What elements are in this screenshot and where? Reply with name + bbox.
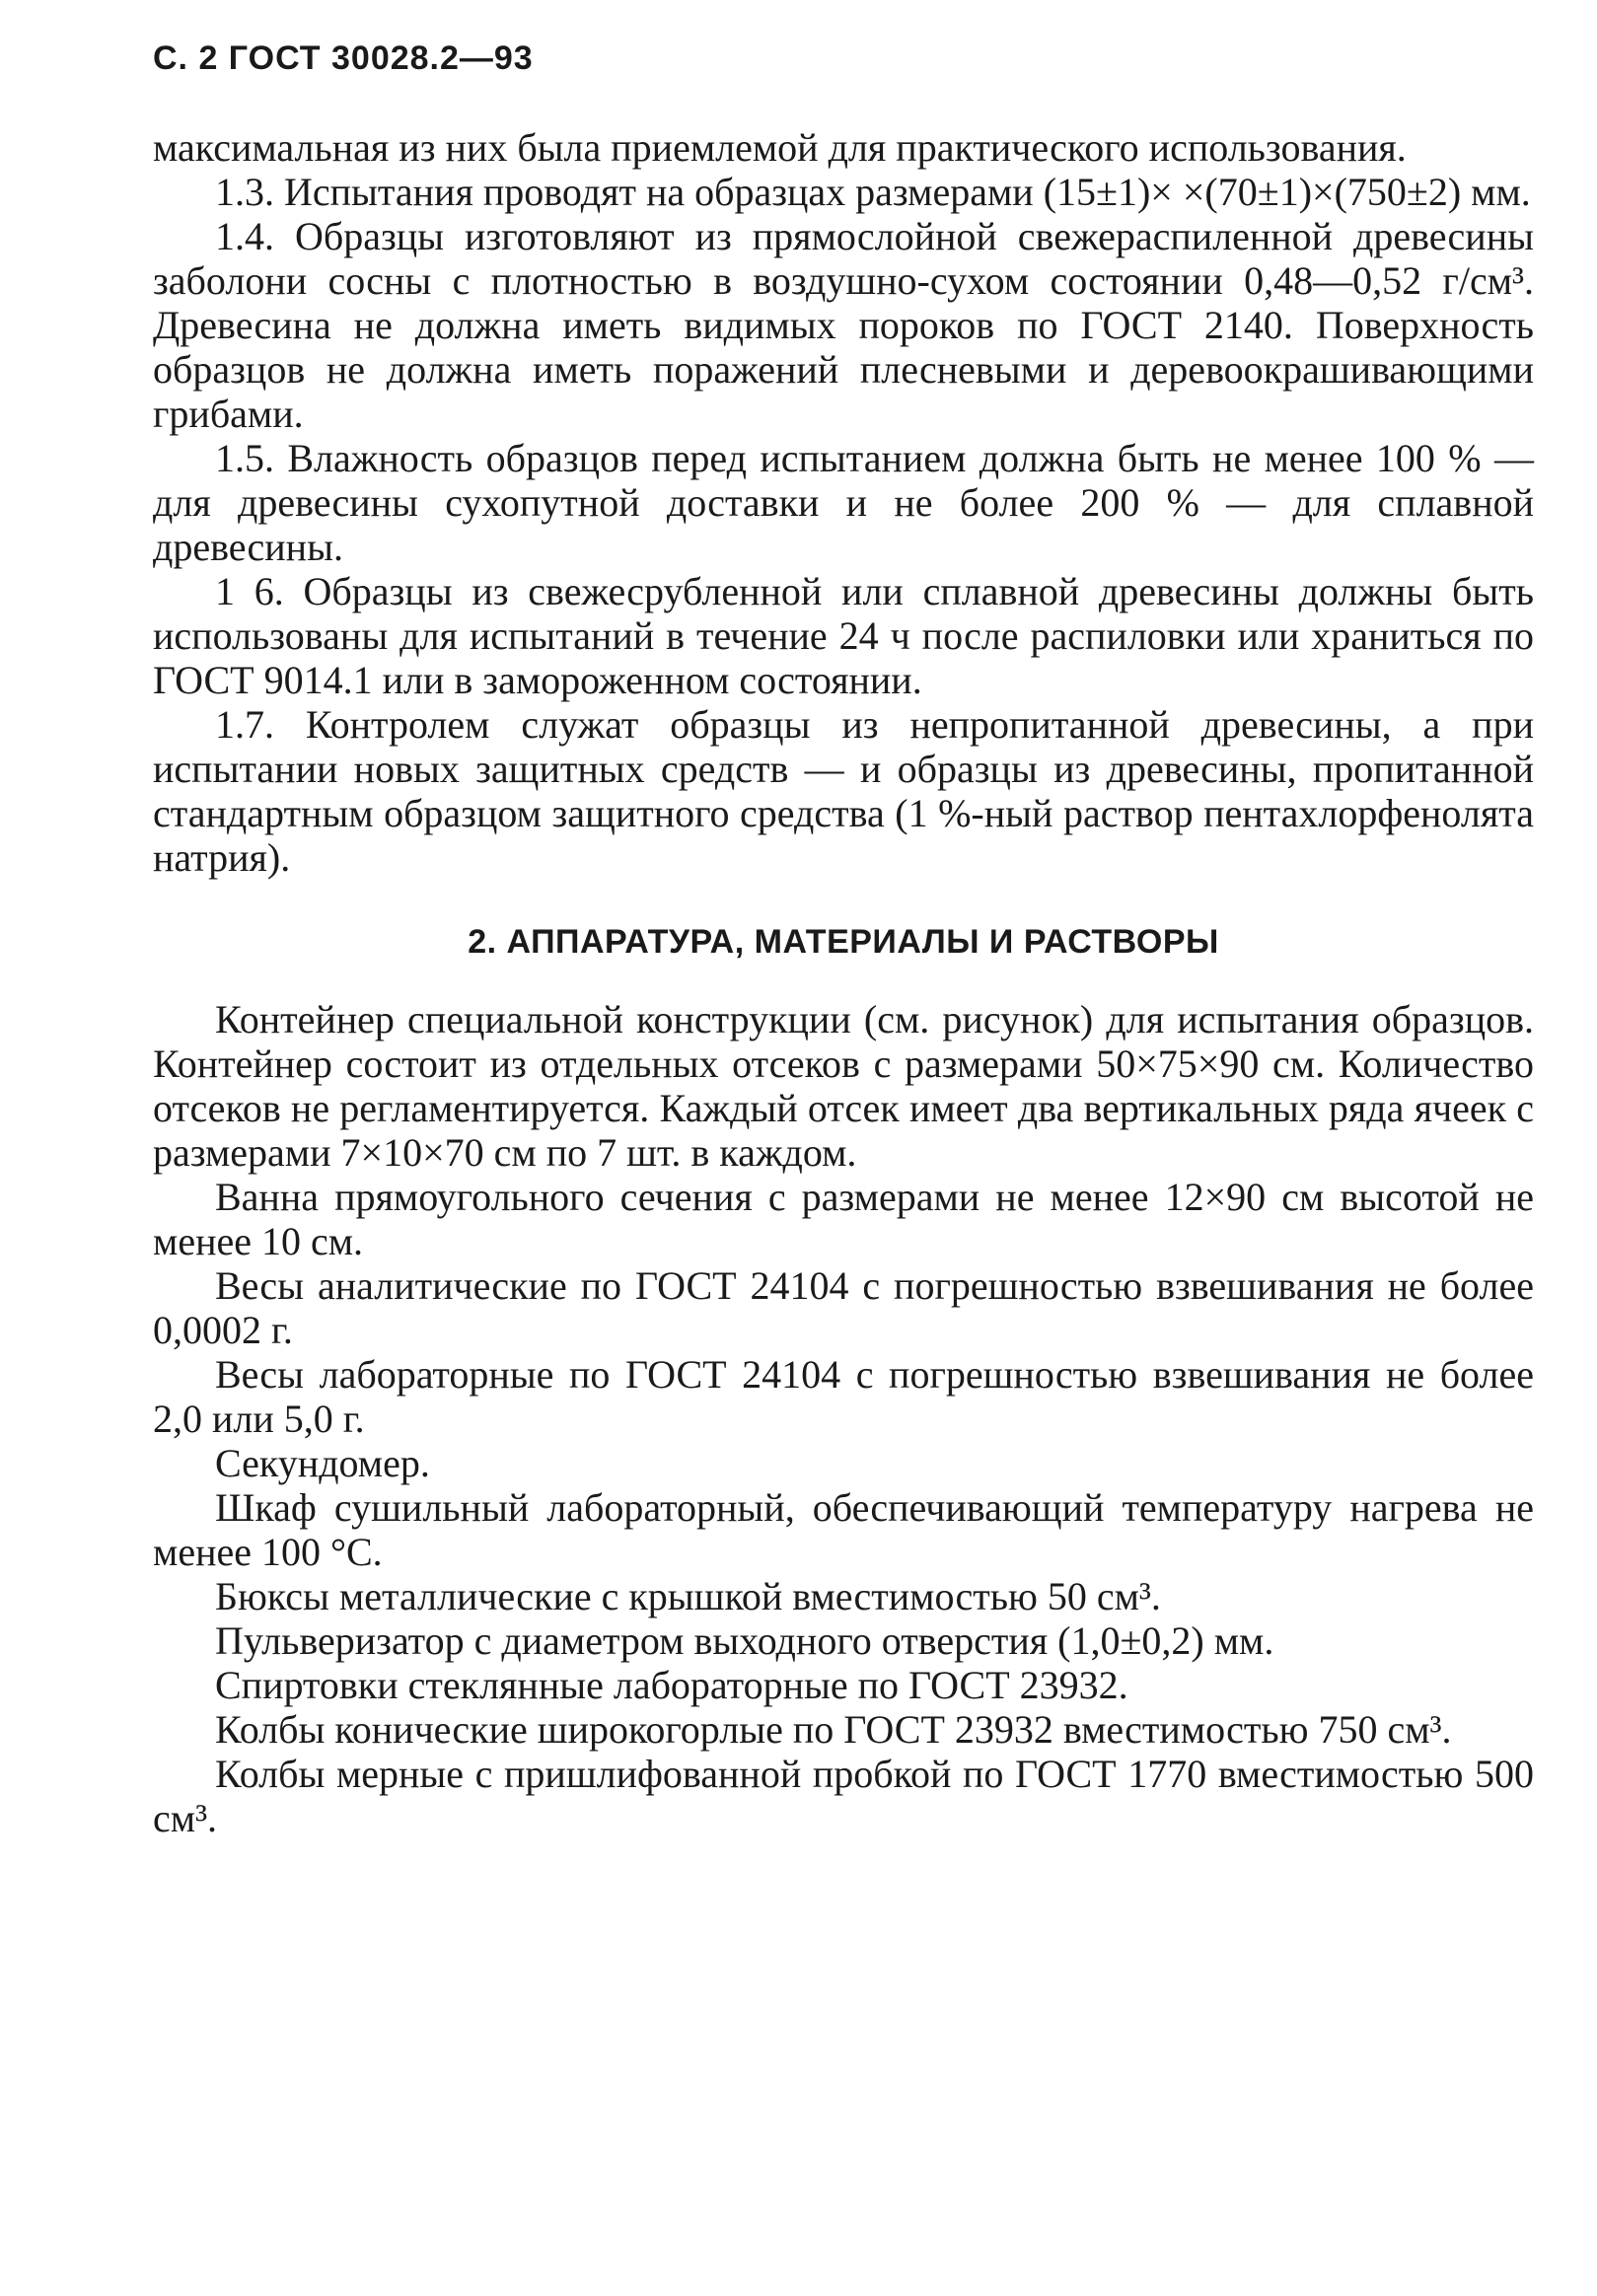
item-container: Контейнер специальной конструкции (см. рисунок) для испытания образцов. Контейнер состоит из отдельных отсеков с размерами 50×75×90 см. Количество отсеков не регламентируется. Каждый отсек имеет два вертикальных ряда ячеек с размерами 7×10×70 см по 7 шт. в каждом. [153,997,1534,1175]
paragraph-1-5: 1.5. Влажность образцов перед испытанием должна быть не менее 100 % — для древесины сухопутной доставки и не более 200 % — для сплавной древесины. [153,436,1534,569]
paragraph-1-6: 1 6. Образцы из свежесрубленной или сплавной древесины должны быть использованы для испытаний в течение 24 ч после распиловки или храниться по ГОСТ 9014.1 или в замороженном состоянии. [153,569,1534,702]
item-lab-scales: Весы лабораторные по ГОСТ 24104 с погрешностью взвешивания не более 2,0 или 5,0 г. [153,1352,1534,1441]
paragraph-1-3: 1.3. Испытания проводят на образцах размерами (15±1)× ×(70±1)×(750±2) мм. [215,170,1531,214]
document-page [153,39,1534,1840]
item-spirit-lamps: Спиртовки стеклянные лабораторные по ГОСТ 23932. [215,1663,1128,1707]
item-drying-oven: Шкаф сушильный лабораторный, обеспечивающий температуру нагрева не менее 100 °С. [153,1485,1534,1574]
page-header: С. 2 ГОСТ 30028.2—93 [153,39,534,77]
section-title: 2. АППАРАТУРА, МАТЕРИАЛЫ И РАСТВОРЫ [468,923,1219,961]
paragraph-1-7: 1.7. Контролем служат образцы из непропитанной древесины, а при испытании новых защитных средств — и образцы из древесины, пропитанной стандартным образцом защитного средства (1 %-ный раствор пентахлорфенолята натрия). [153,702,1534,880]
item-analytical-scales: Весы аналитические по ГОСТ 24104 с погрешностью взвешивания не более 0,0002 г. [153,1263,1534,1352]
item-conical-flasks: Колбы конические широкогорлые по ГОСТ 23932 вместимостью 750 см³. [215,1707,1452,1752]
item-volumetric-flasks: Колбы мерные с пришлифованной пробкой по ГОСТ 1770 вместимостью 500 см³. [153,1752,1534,1840]
item-stopwatch: Секундомер. [215,1441,430,1485]
item-bath: Ванна прямоугольного сечения с размерами не менее 12×90 см высотой не менее 10 см. [153,1175,1534,1263]
item-sprayer: Пульверизатор с диаметром выходного отверстия (1,0±0,2) мм. [215,1618,1274,1663]
paragraph-1-4: 1.4. Образцы изготовляют из прямослойной свежераспиленной древесины заболони сосны с плотностью в воздушно-сухом состоянии 0,48—0,52 г/см³. Древесина не должна иметь видимых пороков по ГОСТ 2140. Поверхность образцов не должна иметь поражений плесневыми и деревоокрашивающими грибами. [153,214,1534,436]
paragraph-continuation: максимальная из них была приемлемой для практического использования. [153,125,1407,170]
item-weighing-bottles: Бюксы металлические с крышкой вместимостью 50 см³. [215,1574,1161,1618]
